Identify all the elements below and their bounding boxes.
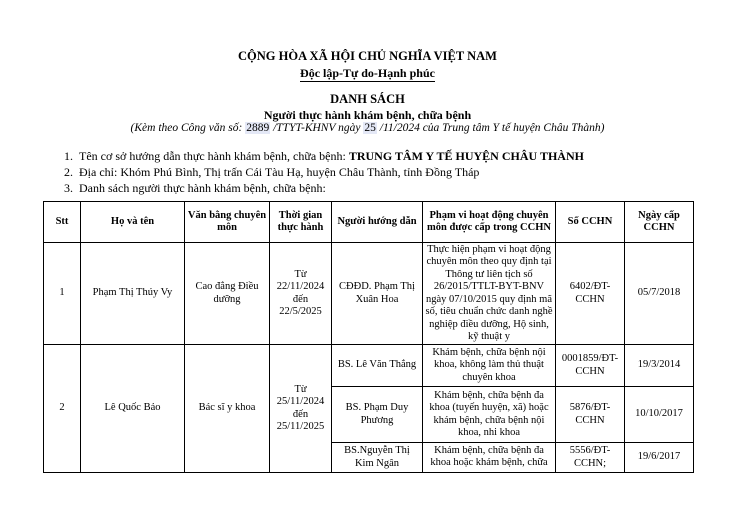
header-period: Thời gian thực hành xyxy=(270,202,332,243)
row2-degree: Bác sĩ y khoa xyxy=(185,345,270,473)
row2-name: Lê Quốc Bảo xyxy=(81,345,185,473)
row2-stt: 2 xyxy=(44,345,81,473)
row2-scope-3: Khám bệnh, chữa bệnh đa khoa hoặc khám bệnh, chữa xyxy=(430,444,548,468)
row2-cert-no-1: 0001859/ĐT-CCHN xyxy=(556,345,625,387)
row1-period: Từ 22/11/2024 đến 22/5/2025 xyxy=(270,243,332,345)
item1-label: Tên cơ sở hướng dẫn thực hành khám bệnh, chữa bệnh: xyxy=(79,149,346,163)
row2-scope-3-cell xyxy=(423,443,556,473)
table-row xyxy=(44,345,694,387)
motto-text: Độc lập-Tự do-Hạnh phúc xyxy=(300,66,435,80)
row2-cert-date-2: 10/10/2017 xyxy=(625,387,694,443)
table-header-row xyxy=(44,202,694,243)
row1-stt: 1 xyxy=(44,243,81,345)
row2-cert-no-3: 5556/ĐT-CCHN; xyxy=(556,443,625,473)
national-title: CỘNG HÒA XÃ HỘI CHỦ NGHĨA VIỆT NAM xyxy=(238,49,497,63)
header-mentor: Người hướng dẫn xyxy=(332,202,423,243)
row2-scope-2: Khám bệnh, chữa bệnh đa khoa (tuyến huyện, xã) hoặc khám bệnh, chữa bệnh nội khoa, nhi khoa xyxy=(423,387,556,443)
document-title: DANH SÁCH xyxy=(330,92,405,106)
row1-name: Phạm Thị Thúy Vy xyxy=(81,243,185,345)
header-cert-no: Số CCHN xyxy=(556,202,625,243)
row1-cert-date: 05/7/2018 xyxy=(625,243,694,345)
row2-scope-1: Khám bệnh, chữa bệnh nội khoa, không làm thủ thuật chuyên khoa xyxy=(423,345,556,387)
header-name: Họ và tên xyxy=(81,202,185,243)
info-list xyxy=(64,148,584,196)
row1-scope: Thực hiện phạm vi hoạt động chuyên môn theo quy định tại Thông tư liên tịch số 26/2015/TTLT-BYT-BNV ngày 07/10/2015 quy định mã số, tiêu chuẩn chức danh nghề nghiệp điều dưỡng, Hộ sinh, kỹ thuật y xyxy=(425,243,553,342)
row1-mentor: CĐĐD. Phạm Thị Xuân Hoa xyxy=(332,243,423,345)
header-scope: Phạm vi hoạt động chuyên môn được cấp trong CCHN xyxy=(423,202,556,243)
reference-line xyxy=(0,122,735,134)
row2-cert-date-3: 19/6/2017 xyxy=(625,443,694,473)
row2-cert-date-1: 19/3/2014 xyxy=(625,345,694,387)
header-cert-date: Ngày cấp CCHN xyxy=(625,202,694,243)
row2-cert-no-2: 5876/ĐT-CCHN xyxy=(556,387,625,443)
row1-degree: Cao đẳng Điều dưỡng xyxy=(185,243,270,345)
ref-suffix: /11/2024 của Trung tâm Y tế huyện Châu Thành) xyxy=(379,122,605,134)
list-item-3: 3. Danh sách người thực hành khám bệnh, chữa bệnh: xyxy=(64,181,326,195)
practitioner-table xyxy=(43,201,694,473)
ref-day: 25 xyxy=(364,122,376,134)
ref-prefix: (Kèm theo Công văn số: xyxy=(130,122,243,134)
row2-mentor-2: BS. Phạm Duy Phương xyxy=(332,387,423,443)
document-subtitle: Người thực hành khám bệnh, chữa bệnh xyxy=(263,108,472,122)
list-item-1: 1. Tên cơ sở hướng dẫn thực hành khám bệnh, chữa bệnh: TRUNG TÂM Y TẾ HUYỆN CHÂU THÀNH xyxy=(64,149,584,163)
row2-mentor-1: BS. Lê Văn Thắng xyxy=(332,345,423,387)
list-heading: Danh sách người thực hành khám bệnh, chữa bệnh: xyxy=(79,181,326,195)
row1-scope-cell xyxy=(423,243,556,345)
header-degree: Văn bằng chuyên môn xyxy=(185,202,270,243)
facility-name: TRUNG TÂM Y TẾ HUYỆN CHÂU THÀNH xyxy=(348,149,584,163)
row1-cert-no: 6402/ĐT-CCHN xyxy=(556,243,625,345)
table-row xyxy=(44,243,694,345)
list-item-2: 2. Địa chỉ: Khóm Phú Bình, Thị trấn Cái Tàu Hạ, huyện Châu Thành, tỉnh Đồng Tháp xyxy=(64,165,480,179)
ref-number: 2889 xyxy=(246,122,270,134)
row2-mentor-3: BS.Nguyễn Thị Kim Ngân xyxy=(332,443,423,473)
ref-middle: /TTYT-KHNV ngày xyxy=(273,122,361,134)
row2-period: Từ 25/11/2024 đến 25/11/2025 xyxy=(270,345,332,473)
motto xyxy=(0,66,735,81)
header-stt: Stt xyxy=(44,202,81,243)
address: Địa chỉ: Khóm Phú Bình, Thị trấn Cái Tàu Hạ, huyện Châu Thành, tỉnh Đồng Tháp xyxy=(79,165,480,179)
